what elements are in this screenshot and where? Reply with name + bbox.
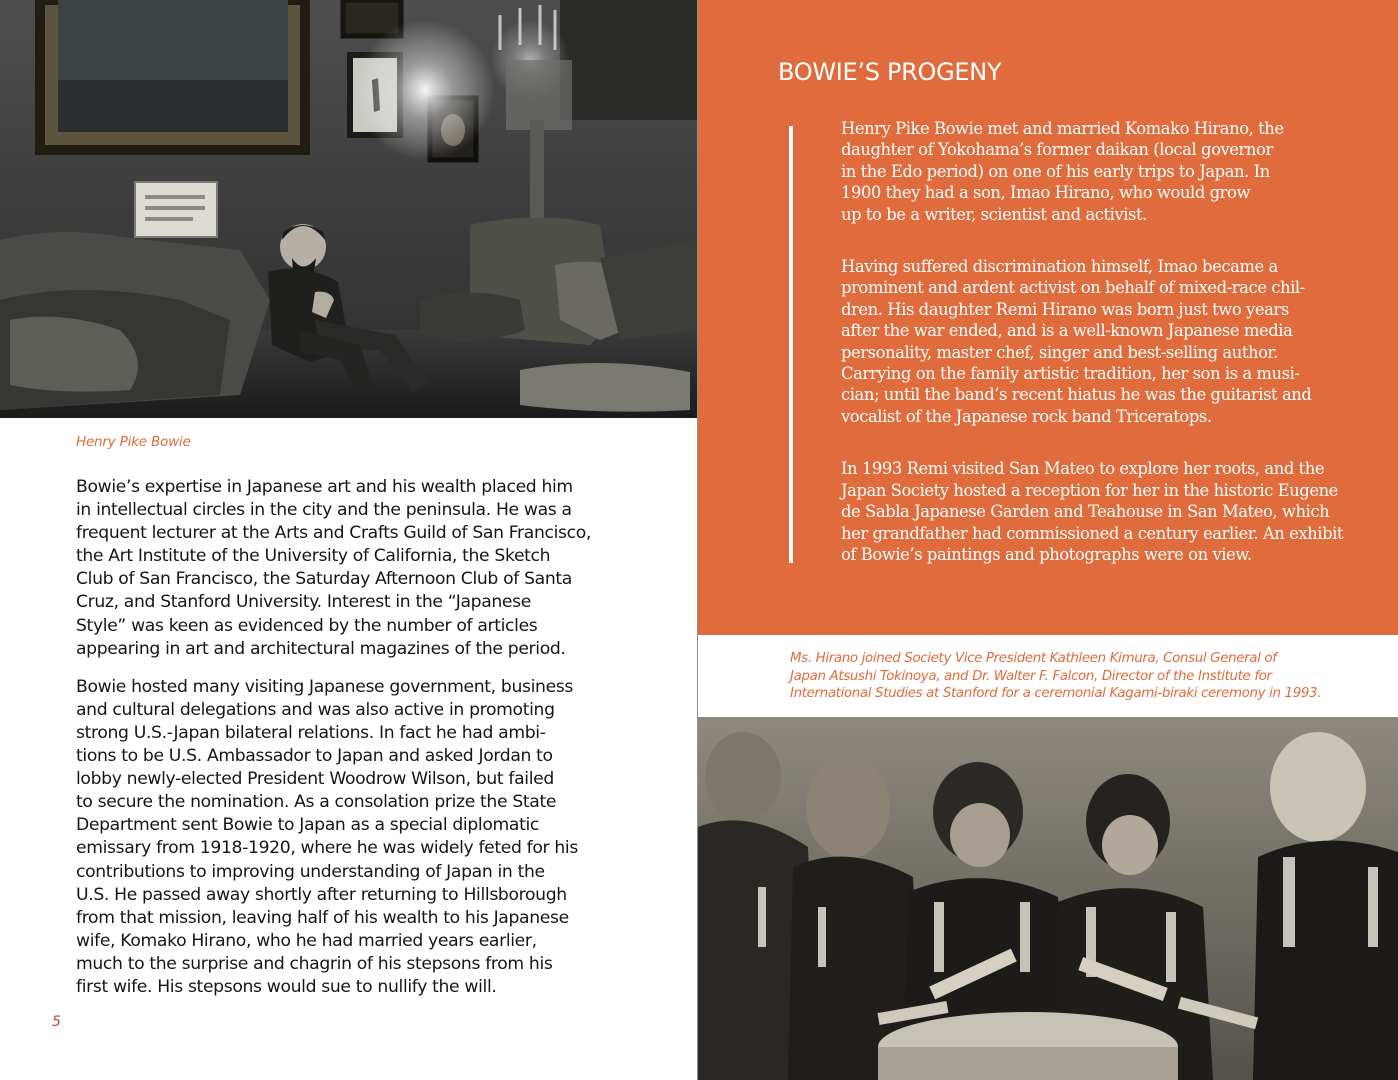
right-page [698, 0, 1398, 1080]
body-paragraph: Bowie’s expertise in Japanese art and his wealth placed him in intellectual circles in the city and the peninsula. He was a frequent lecturer at the Arts and Crafts Guild of San Francisco, the Art Institute of the University of California, the Sketch Club of San Francisco, the Saturday Afternoon Club of Santa Cruz, and Stanford University. Interest in the “Japanese Style” was keen as evidenced by the number of articles appearing in art and architectural magazines of the period. [76, 477, 592, 659]
ceremony-caption: Ms. Hirano joined Society Vice President Kathleen Kimura, Consul General of Japan Atsushi Tokinoya, and Dr. Walter F. Falcon, Director of the Institute for International Studies at Stanford for a ceremonial Kagami-biraki ceremony in 1993. [790, 651, 1322, 701]
page-number: 5 [52, 1014, 61, 1030]
bowie-portrait-illustration [0, 0, 697, 418]
progeny-text [841, 118, 1361, 596]
progeny-paragraph: In 1993 Remi visited San Mateo to explore her roots, and the Japan Society hosted a reception for her in the historic Eugene de Sabla Japanese Garden and Teahouse in San Mateo, which her grandfather had commissioned a century earlier. An exhibit of Bowie’s paintings and photographs were on view. [841, 459, 1344, 564]
body-text [76, 476, 606, 1014]
body-paragraph: Bowie hosted many visiting Japanese government, business and cultural delegations and was also active in promoting strong U.S.-Japan bilateral relations. In fact he had ambi- tions to be U.S. Ambassador to Japan and asked Jordan to lobby newly-elected President Woodrow Wilson, but failed to secure the nomination. As a consolation prize the State Department sent Bowie to Japan as a special diplomatic emissary from 1918-1920, where he was widely feted for his contributions to improving understanding of Japan in the U.S. He passed away shortly after returning to Hillsborough from that mission, leaving half of his wealth to his Japanese wife, Komako Hirano, who he had married years earlier, much to the surprise and chagrin of his stepsons from his first wife. His stepsons would sue to nullify the will. [76, 676, 578, 997]
progeny-paragraph: Having suffered discrimination himself, Imao became a prominent and ardent activist on behalf of mixed-race chil- dren. His daughter Remi Hirano was born just two years after the war ended, and is a well-known Japanese media personality, master chef, singer and best-selling author. Carrying on the family artistic tradition, her son is a musi- cian; until the band’s recent hiatus he was the guitarist and vocalist of the Japanese rock band Triceratops. [841, 257, 1312, 426]
photo-caption: Henry Pike Bowie [76, 434, 191, 450]
left-page [0, 0, 697, 1080]
progeny-paragraph: Henry Pike Bowie met and married Komako Hirano, the daughter of Yokohama’s former daikan (local governor in the Edo period) on one of his early trips to Japan. In 1900 they had a son, Imao Hirano, who would grow up to be a writer, scientist and activist. [841, 119, 1284, 224]
progeny-panel [698, 0, 1398, 635]
section-title: BOWIE’S PROGENY [778, 58, 1002, 86]
kagami-biraki-photo [698, 717, 1398, 1080]
bowie-portrait-photo [0, 0, 697, 418]
ceremony-illustration [698, 717, 1398, 1080]
accent-bar [789, 126, 793, 563]
